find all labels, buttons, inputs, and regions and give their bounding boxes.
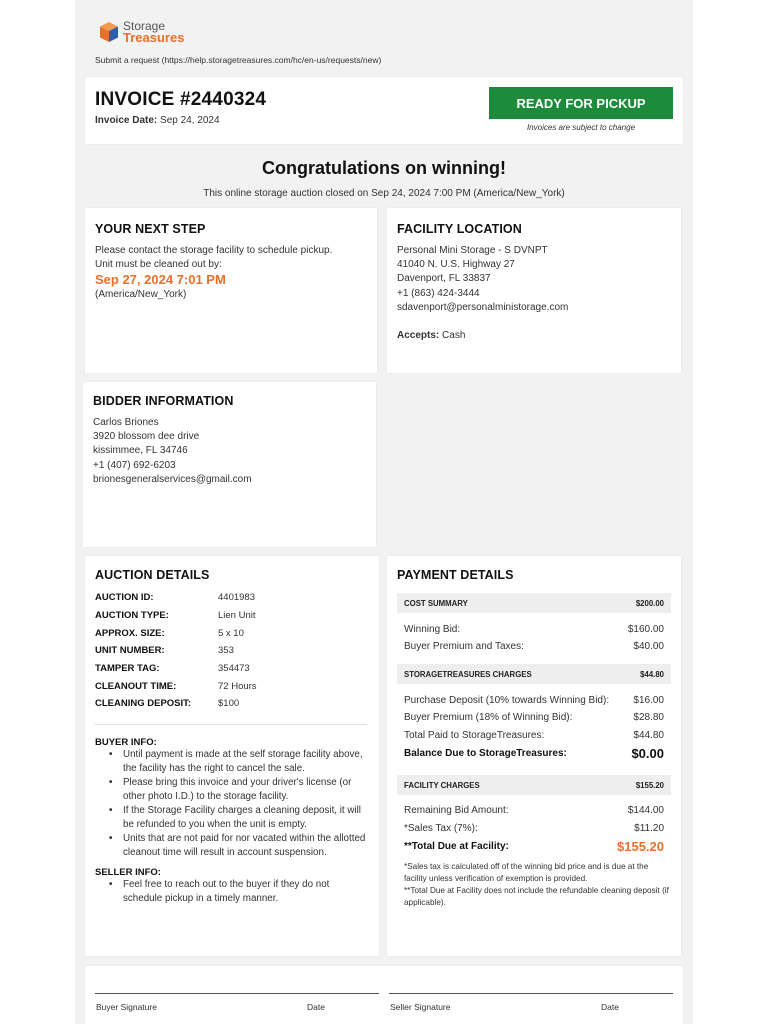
bidder-address-line2: kissimmee, FL 34746 bbox=[93, 445, 188, 457]
logo-text-top: Storage bbox=[123, 19, 166, 33]
approx-size-label: APPROX. SIZE: bbox=[95, 628, 165, 639]
auction-type-label: AUCTION TYPE: bbox=[95, 610, 169, 621]
accepts-label: Accepts: bbox=[397, 330, 440, 342]
list-item: • Feel free to reach out to the buyer if they do not schedule pickup in a timely manner. bbox=[95, 878, 371, 906]
bidder-information-card bbox=[83, 382, 376, 547]
invoice-change-note: Invoices are subject to change bbox=[526, 123, 636, 132]
payment-details-card bbox=[387, 556, 681, 956]
accepts-value: Cash bbox=[442, 330, 466, 342]
buyer-info-list bbox=[95, 748, 371, 860]
facility-location-card bbox=[387, 208, 681, 373]
facility-charges-label: FACILITY CHARGES bbox=[404, 781, 480, 790]
list-item: • If the Storage Facility charges a cleaning deposit, it will be refunded to you when the unit is empty. bbox=[95, 804, 371, 832]
storage-treasures-logo[interactable] bbox=[99, 20, 184, 44]
auction-closed-text: This online storage auction closed on Sep 24, 2024 7:00 PM (America/New_York) bbox=[203, 188, 565, 199]
invoice-title: INVOICE #2440324 bbox=[95, 89, 267, 110]
total-due-value: $155.20 bbox=[617, 839, 664, 854]
payment-details-title: PAYMENT DETAILS bbox=[397, 568, 514, 582]
facility-charges-bar bbox=[397, 775, 671, 795]
auction-details-title: AUCTION DETAILS bbox=[95, 568, 210, 582]
total-paid-value: $44.80 bbox=[633, 730, 664, 741]
buyer-signature-label: Buyer Signature bbox=[96, 1002, 157, 1012]
next-step-title: YOUR NEXT STEP bbox=[95, 222, 206, 236]
buyer-premium-value: $28.80 bbox=[633, 712, 664, 723]
st-charges-label: STORAGETREASURES CHARGES bbox=[404, 670, 532, 679]
submit-request-link[interactable]: Submit a request (https://help.storagetreasures.com/hc/en-us/requests/new) bbox=[95, 55, 382, 65]
list-item: • Until payment is made at the self storage facility above, the facility has the right to cancel the sale. bbox=[95, 748, 371, 776]
bidder-address-line1: 3920 blossom dee drive bbox=[93, 431, 200, 443]
purchase-deposit-label: Purchase Deposit (10% towards Winning Bid): bbox=[404, 695, 610, 706]
invoice-date bbox=[95, 115, 220, 126]
facility-title: FACILITY LOCATION bbox=[397, 222, 522, 236]
auction-divider bbox=[95, 724, 367, 725]
cleanout-time-value: 72 Hours bbox=[218, 681, 257, 692]
storagetreasures-charges-bar bbox=[397, 664, 671, 684]
unit-number-label: UNIT NUMBER: bbox=[95, 645, 165, 656]
auction-id-label: AUCTION ID: bbox=[95, 592, 154, 603]
purchase-deposit-value: $16.00 bbox=[633, 695, 664, 706]
buyer-premium-taxes-label: Buyer Premium and Taxes: bbox=[404, 641, 524, 652]
cost-summary-total: $200.00 bbox=[635, 599, 664, 608]
invoice-header-card bbox=[85, 77, 683, 144]
total-due-footnote: **Total Due at Facility does not include the refundable cleaning deposit (if applicable). bbox=[404, 886, 669, 907]
facility-charges-total: $155.20 bbox=[635, 781, 664, 790]
tamper-tag-label: TAMPER TAG: bbox=[95, 663, 160, 674]
sales-tax-value: $11.20 bbox=[634, 823, 664, 834]
seller-info-list bbox=[95, 878, 371, 906]
seller-signature-label: Seller Signature bbox=[390, 1002, 451, 1012]
total-due-label: **Total Due at Facility: bbox=[404, 841, 509, 852]
seller-info-heading: SELLER INFO: bbox=[95, 867, 161, 878]
winning-bid-label: Winning Bid: bbox=[404, 624, 461, 635]
auction-id-value: 4401983 bbox=[218, 592, 255, 603]
auction-details-card bbox=[85, 556, 379, 956]
remaining-bid-value: $144.00 bbox=[627, 805, 664, 816]
logo-text-bottom: Treasures bbox=[123, 30, 185, 45]
balance-due-value: $0.00 bbox=[631, 746, 664, 761]
cleaning-deposit-label: CLEANING DEPOSIT: bbox=[95, 698, 192, 709]
cost-summary-bar bbox=[397, 593, 671, 613]
buyer-date-label: Date bbox=[307, 1002, 325, 1012]
st-charges-total: $44.80 bbox=[640, 670, 664, 679]
bidder-phone[interactable]: +1 (407) 692-6203 bbox=[93, 459, 176, 471]
next-step-card bbox=[85, 208, 377, 373]
bidder-name: Carlos Briones bbox=[93, 417, 159, 428]
approx-size-value: 5 x 10 bbox=[218, 628, 244, 639]
facility-email[interactable]: sdavenport@personalministorage.com bbox=[397, 301, 569, 313]
buyer-premium-label: Buyer Premium (18% of Winning Bid): bbox=[404, 712, 573, 723]
facility-accepts bbox=[397, 329, 568, 343]
cost-summary-label: COST SUMMARY bbox=[404, 599, 468, 608]
next-step-instruction: Please contact the storage facility to schedule pickup. bbox=[95, 245, 333, 256]
invoice-date-label: Invoice Date: bbox=[95, 115, 158, 126]
sales-tax-label: *Sales Tax (7%): bbox=[404, 823, 478, 834]
remaining-bid-label: Remaining Bid Amount: bbox=[404, 805, 509, 816]
facility-name: Personal Mini Storage - S DVNPT bbox=[397, 245, 548, 256]
cleanout-time-label: CLEANOUT TIME: bbox=[95, 681, 177, 692]
auction-type-value: Lien Unit bbox=[218, 610, 256, 621]
buyer-signature-line[interactable] bbox=[95, 993, 379, 994]
congratulations-heading: Congratulations on winning! bbox=[262, 158, 506, 178]
sales-tax-footnote: *Sales tax is calculated off of the winning bid price and is due at the facility unless verification of exemption is provided. bbox=[404, 862, 649, 883]
signature-card bbox=[85, 966, 683, 1024]
cleanout-deadline-label: Unit must be cleaned out by: bbox=[95, 259, 222, 271]
seller-signature-line[interactable] bbox=[389, 993, 673, 994]
box-logo-icon bbox=[99, 21, 119, 43]
list-item: • Please bring this invoice and your driver's license (or other photo I.D.) to the storage facility. bbox=[95, 776, 371, 804]
tamper-tag-value: 354473 bbox=[218, 663, 250, 674]
list-item: • Units that are not paid for nor vacated within the allotted cleanout time will result in account suspension. bbox=[95, 832, 371, 860]
ready-for-pickup-button[interactable]: READY FOR PICKUP bbox=[489, 87, 673, 119]
cleanout-deadline: Sep 27, 2024 7:01 PM bbox=[95, 272, 226, 288]
bidder-title: BIDDER INFORMATION bbox=[93, 394, 234, 408]
bidder-email[interactable]: brionesgeneralservices@gmail.com bbox=[93, 473, 252, 485]
facility-address-line2: Davenport, FL 33837 bbox=[397, 273, 491, 285]
winning-bid-value: $160.00 bbox=[627, 624, 664, 635]
invoice-date-value: Sep 24, 2024 bbox=[160, 115, 220, 126]
facility-phone[interactable]: +1 (863) 424-3444 bbox=[397, 287, 480, 299]
seller-date-label: Date bbox=[601, 1002, 619, 1012]
balance-due-label: Balance Due to StorageTreasures: bbox=[404, 748, 567, 759]
buyer-premium-taxes-value: $40.00 bbox=[633, 641, 664, 652]
invoice-page bbox=[75, 0, 693, 1024]
cleaning-deposit-value: $100 bbox=[218, 698, 240, 709]
unit-number-value: 353 bbox=[218, 645, 234, 656]
total-paid-label: Total Paid to StorageTreasures: bbox=[404, 730, 545, 741]
buyer-info-heading: BUYER INFO: bbox=[95, 737, 157, 748]
deadline-timezone: (America/New_York) bbox=[95, 289, 187, 301]
facility-address-line1: 41040 N. U.S. Highway 27 bbox=[397, 259, 515, 271]
